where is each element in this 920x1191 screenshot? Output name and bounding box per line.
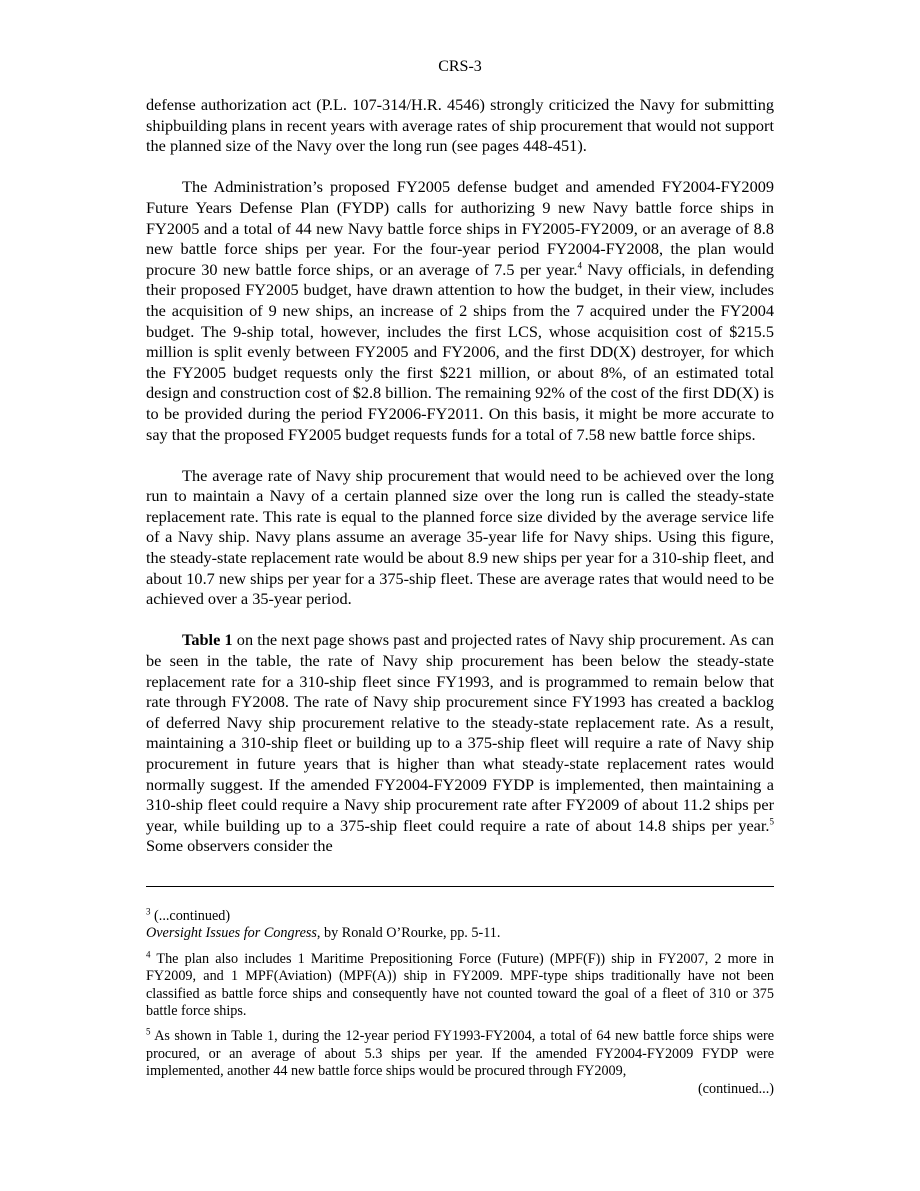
footnote-5-text: As shown in Table 1, during the 12-year period FY1993-FY2004, a total of 64 new battle force ships were procured, or an average of about 5.3 ships per year. If the amended FY2004-FY2009 FYDP were implemented, another 44 new battle force ships would be procured through FY2009, (146, 1028, 774, 1080)
page-header (0, 57, 920, 77)
continued-marker: (continued...) (697, 1080, 774, 1097)
footnote-5-number: 5 (146, 1026, 151, 1037)
footnote-3-continued: (...continued) (150, 908, 231, 924)
footnote-4 (146, 951, 774, 1021)
footnote-5 (146, 1028, 774, 1080)
footnote-4-number: 4 (146, 949, 151, 960)
paragraph-2 (146, 177, 774, 445)
paragraph-4 (146, 630, 774, 857)
main-body (146, 95, 774, 878)
footnote-divider (146, 886, 774, 887)
paragraph-4-part-b: Some observers consider the (146, 836, 333, 856)
paragraph-3: The average rate of Navy ship procurement that would need to be achieved over the long run to maintain a Navy of a certain planned size over the long run is called the steady-state replacement rate. This rate is equal to the planned force size divided by the average service life of a Navy ship. Navy plans assume an average 35-year life for Navy ships. Using this figure, the steady-state replacement rate would be about 8.9 new ships per year for a 310-ship fleet, and about 10.7 new ships per year for a 375-ship fleet. These are average rates that would need to be achieved over a 35-year period. (146, 465, 774, 609)
footnote-ref-4: 4 (577, 260, 582, 271)
footnote-3-title: Oversight Issues for Congress (146, 925, 317, 942)
paragraph-4-part-a: on the next page shows past and projected rates of Navy ship procurement. As can be seen in the table, the rate of Navy ship procurement has been below the steady-state replacement rate for a 310-ship fleet since FY1993, and is programmed to remain below that rate through FY2008. The rate of Navy ship procurement since FY1993 has created a backlog of deferred Navy ship procurement relative to the steady-state replacement rate. As a result, maintaining a 310-ship fleet or building up to a 375-ship fleet will require a rate of Navy ship procurement in future years that is higher than what steady-state replacement rates would normally suggest. If the amended FY2004-FY2009 FYDP is implemented, then maintaining a 310-ship fleet could require a Navy ship procurement rate after FY2009 of about 11.2 ships per year, while building up to a 375-ship fleet could require a rate of about 14.8 ships per year. (146, 630, 774, 835)
table-1-reference: Table 1 (182, 630, 233, 650)
footnote-3-number: 3 (146, 906, 151, 917)
paragraph-2-part-b: Navy officials, in defending their proposed FY2005 budget, have drawn attention to how the budget, in their view, includes the acquisition of 9 new ships, an increase of 2 ships from the 7 acquired under the FY2004 budget. The 9-ship total, however, includes the first LCS, whose acquisition cost of $215.5 million is split evenly between FY2005 and FY2006, and the first DD(X) destroyer, for which the FY2005 budget requests only the first $221 million, or about 8%, of an estimated total design and construction cost of $2.8 billion. The remaining 92% of the cost of the first DD(X) is to be provided during the period FY2006-FY2011. On this basis, it might be more accurate to say that the proposed FY2005 budget requests funds for a total of 7.58 new battle force ships. (146, 259, 774, 444)
paragraph-2-part-a: The Administration’s proposed FY2005 defense budget and amended FY2004-FY2009 Future Years Defense Plan (FYDP) calls for authorizing 9 new Navy battle force ships in FY2005 and a total of 44 new Navy battle force ships in FY2005-FY2009, or an average of 8.8 new battle force ships per year. For the four-year period FY2004-FY2008, the plan would procure 30 new battle force ships, or an average of 7.5 per year. (146, 177, 774, 279)
footnote-3 (146, 908, 774, 943)
footnote-4-text: The plan also includes 1 Maritime Prepositioning Force (Future) (MPF(F)) ship in FY2007, 2 more in FY2009, and 1 MPF(Aviation) (MPF(A)) ship in FY2009. MPF-type ships traditionally have not been classified as battle force ships and consequently have not counted toward the goal of a fleet of 310 or 375 battle force ships. (146, 950, 774, 1020)
footnote-ref-5: 5 (769, 816, 774, 827)
footnotes (146, 908, 774, 1098)
paragraph-1: defense authorization act (P.L. 107-314/H.R. 4546) strongly criticized the Navy for submitting shipbuilding plans in recent years with average rates of ship procurement that would not support the planned size of the Navy over the long run (see pages 448-451). (146, 95, 774, 156)
page-number-label: CRS-3 (438, 58, 482, 75)
footnote-3-author: , by Ronald O’Rourke, pp. 5-11. (316, 925, 501, 942)
